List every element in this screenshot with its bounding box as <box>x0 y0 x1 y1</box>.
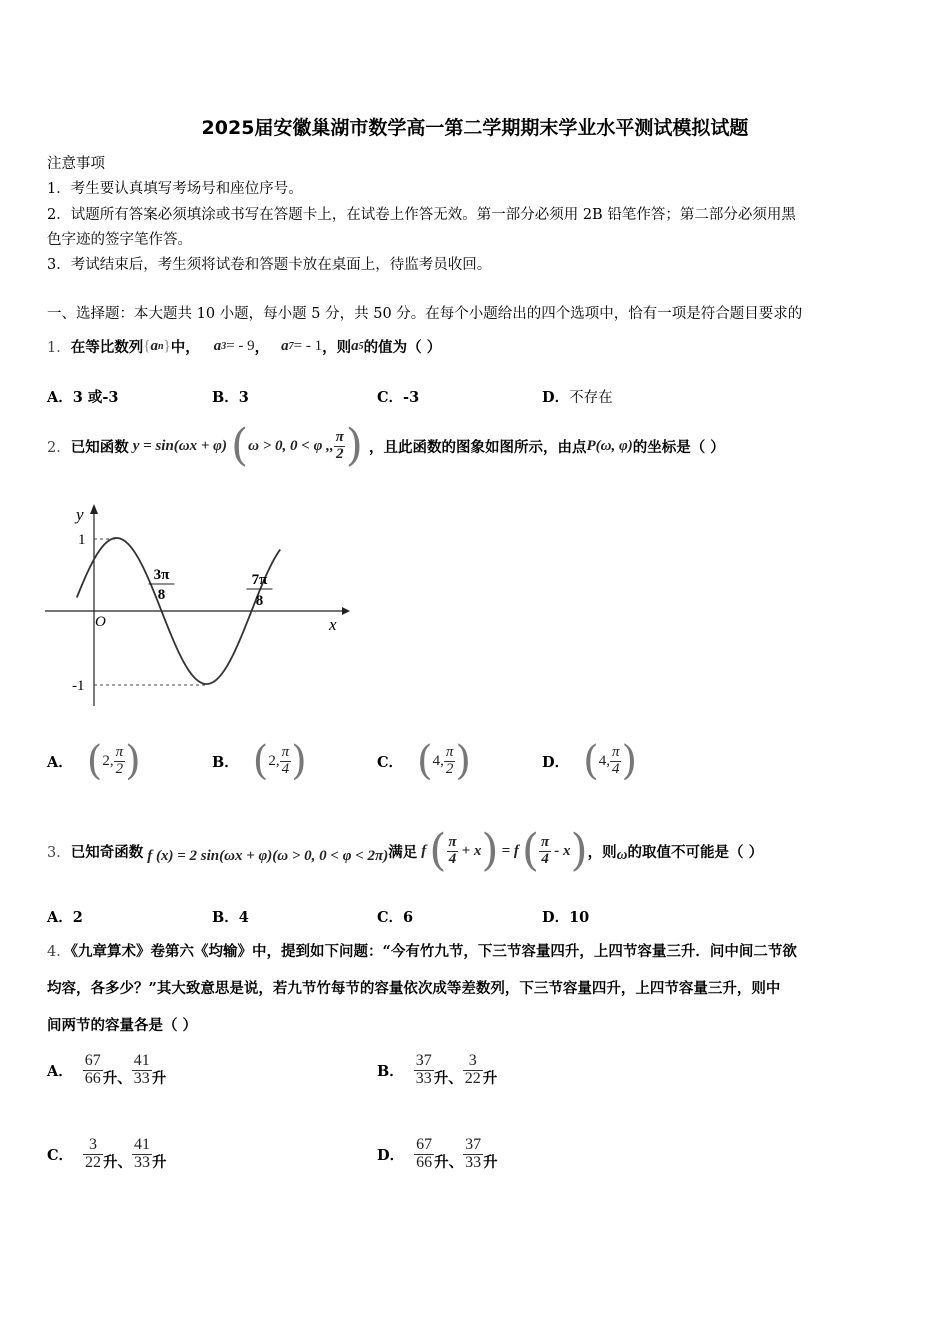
unit: 升 <box>434 1153 449 1171</box>
option-text: -3 <box>403 389 420 406</box>
notice-item: 3．考试结束后，考生须将试卷和答题卡放在桌面上，待监考员收回。 <box>47 257 492 273</box>
option-value: 2, <box>268 752 280 769</box>
omega-symbol: ω <box>616 846 628 863</box>
notice-heading: 注意事项 <box>47 156 105 172</box>
option-label: C． <box>47 1146 74 1164</box>
term-value: = - 1 <box>293 337 323 354</box>
option-d[interactable] <box>542 906 589 927</box>
unit: 升 <box>482 1069 498 1087</box>
denominator: 2 <box>445 760 454 777</box>
denominator: 2 <box>335 445 344 462</box>
x-axis-arrow-icon <box>342 607 350 615</box>
x-axis-label: x <box>329 615 337 634</box>
denominator: 33 <box>465 1153 482 1171</box>
question-text: 《九章算术》卷第六《均输》中，提到如下问题：“今有竹九节，下三节容量四升，上四节容量三升．问中间二节欲 <box>70 943 797 960</box>
numerator: π <box>335 428 344 445</box>
numerator: π <box>115 743 124 760</box>
numerator: π <box>445 743 454 760</box>
numerator: 67 <box>84 1051 101 1069</box>
point-expression: P(ω, φ) <box>586 437 633 454</box>
option-text: 不存在 <box>569 390 613 406</box>
option-d[interactable]: D． ( 4, $\frac{\pi}{4}$ ) <box>542 738 638 784</box>
option-b[interactable]: B． ( 2, $\frac{\pi}{4}$ ) <box>212 738 307 784</box>
denominator: 66 <box>84 1069 101 1087</box>
option-c[interactable]: C． ( 4, $\frac{\pi}{2}$ ) <box>377 738 472 784</box>
numerator: 41 <box>133 1051 150 1069</box>
question-number: 4． <box>47 944 71 960</box>
option-label: B． <box>377 1062 404 1080</box>
option-c[interactable] <box>47 1130 167 1178</box>
notice-item: 色字迹的签字笔作答。 <box>47 232 192 248</box>
denominator: 4 <box>281 760 290 777</box>
question-number: 2． <box>47 439 71 456</box>
question-text: ，则 <box>587 843 617 861</box>
question-text: 间两节的容量各是（ ） <box>47 1017 198 1034</box>
denominator: 4 <box>611 760 620 777</box>
unit: 升 <box>151 1069 167 1087</box>
numerator: π <box>611 743 620 760</box>
numerator: 3 <box>468 1051 477 1069</box>
numerator: 3 <box>89 1135 98 1153</box>
option-b[interactable] <box>212 906 249 927</box>
unit: 升 <box>433 1069 449 1087</box>
annotation-numerator: 3π <box>153 567 170 583</box>
function-graph <box>40 498 350 713</box>
denominator: 33 <box>415 1069 432 1087</box>
question-text: 已知奇函数 <box>70 843 144 861</box>
term-a5: a <box>351 337 359 354</box>
option-label: A． <box>47 1062 73 1080</box>
term-a3: a <box>213 337 222 354</box>
numerator: π <box>281 743 290 760</box>
question-3: 3． 已知奇函数 f (x) = 2 sin(ωx + φ)(ω > 0, 0 < φ < 2π) 满足 f ( $\frac{\pi}{4}$ + x ) = f ( $\frac{\pi}{4}$ - x ) ，则 ω 的取值不可能是（ ） <box>47 825 764 876</box>
term-value: = - 9 <box>226 337 255 354</box>
option-label: D． <box>542 389 570 406</box>
option-label: D． <box>542 909 570 926</box>
option-label: A． <box>47 389 73 406</box>
notice-item: 2．试题所有答案必须填涂或书写在答题卡上，在试卷上作答无效。第一部分必须用 2B 铅笔作答；第二部分必须用黑 <box>47 207 796 223</box>
question-text: 中， <box>170 338 200 356</box>
y-tick-label: -1 <box>72 678 85 694</box>
question-2: 2． 已知函数 y = sin(ωx + φ) ( ω > 0, 0 < φ ,, $\frac{\pi}{2}$ ) ，且此函数的图象如图所示，由点 P(ω, φ) 的坐标是（ ） <box>47 420 725 471</box>
section-heading: 一、选择题：本大题共 10 小题，每小题 5 分，共 50 分。在每个小题给出的四个选项中，恰有一项是符合题目要求的 <box>47 306 803 322</box>
unit: 升 <box>102 1069 118 1087</box>
option-label: B． <box>212 389 239 406</box>
option-a[interactable] <box>47 386 119 407</box>
option-a[interactable] <box>47 906 83 927</box>
option-text: 3 <box>238 389 249 406</box>
question-text: 已知函数 <box>70 438 129 456</box>
question-number: 1． <box>47 339 71 356</box>
denominator: 33 <box>134 1153 151 1171</box>
unit: 升 <box>152 1153 167 1171</box>
option-text: 10 <box>569 909 590 926</box>
y-axis-label: y <box>76 505 84 524</box>
numerator: 67 <box>416 1135 433 1153</box>
option-d[interactable] <box>542 386 613 407</box>
option-text: 3 或-3 <box>72 389 119 406</box>
option-label: A． <box>47 753 73 771</box>
option-label: C． <box>377 753 404 771</box>
question-text: ， <box>254 338 270 356</box>
subscript: 3 <box>221 340 227 352</box>
numerator: π <box>541 833 550 850</box>
option-text: 4 <box>238 909 249 926</box>
question-1: 1． 在等比数列 { a n } 中， a 3 = - 9 ， a 7 = - 1 ，则 a 5 的值为（ ） <box>47 337 442 356</box>
numerator: 41 <box>134 1135 151 1153</box>
math-term: = f <box>501 842 519 859</box>
option-label: D． <box>377 1146 405 1164</box>
denominator: 4 <box>541 850 549 867</box>
option-label: C． <box>377 389 404 406</box>
option-label: A． <box>47 909 73 926</box>
subscript: 5 <box>358 340 364 352</box>
separator: 、 <box>117 1153 133 1171</box>
numerator: π <box>448 833 457 850</box>
math-term: + x <box>461 842 482 859</box>
separator: 、 <box>448 1069 463 1087</box>
unit: 升 <box>103 1153 118 1171</box>
option-a[interactable]: A． ( 2, $\frac{\pi}{2}$ ) <box>47 738 141 784</box>
term-a7: a <box>281 337 289 354</box>
separator: 、 <box>117 1069 132 1087</box>
function-condition: ω > 0, 0 < φ ,, <box>248 437 334 454</box>
origin-label: O <box>95 614 106 630</box>
math-term: - x <box>554 842 571 859</box>
annotation-denominator: 8 <box>255 593 264 609</box>
option-b[interactable] <box>212 386 249 407</box>
option-label: B． <box>212 753 239 771</box>
question-text: 满足 <box>388 843 418 861</box>
denominator: 22 <box>464 1069 481 1087</box>
question-text: 的取值不可能是（ ） <box>627 843 764 861</box>
annotation-numerator: 7π <box>251 572 268 588</box>
denominator: 22 <box>85 1153 102 1171</box>
separator: 、 <box>448 1153 464 1171</box>
option-text: 2 <box>72 909 83 926</box>
y-axis-arrow-icon <box>90 504 98 514</box>
option-d[interactable] <box>377 1130 498 1178</box>
denominator: 33 <box>133 1069 150 1087</box>
question-text: 的坐标是（ ） <box>632 438 725 456</box>
question-text: ，且此函数的图象如图所示，由点 <box>368 438 587 456</box>
option-b[interactable] <box>377 1046 497 1094</box>
option-value: 4, <box>598 752 610 769</box>
denominator: 66 <box>416 1153 433 1171</box>
notice-item: 1．考生要认真填写考场号和座位序号。 <box>47 181 303 197</box>
subscript: 7 <box>288 340 294 352</box>
fraction <box>334 430 346 463</box>
question-number: 3． <box>47 844 71 861</box>
denominator: 4 <box>448 850 457 867</box>
option-label: D． <box>542 753 570 771</box>
option-label: B． <box>212 909 239 926</box>
unit: 升 <box>483 1153 498 1171</box>
denominator: 2 <box>115 760 124 777</box>
question-text: ，则 <box>322 338 352 356</box>
option-value: 2, <box>102 752 114 769</box>
option-c[interactable] <box>377 906 413 927</box>
function-expression: f (x) = 2 sin(ωx + φ)(ω > 0, 0 < φ < 2π) <box>147 847 389 864</box>
function-symbol: f <box>421 842 427 859</box>
question-text: 均容，各多少？”其大致意思是说，若九节竹每节的容量依次成等差数列，下三节容量四升，上四节容量三升，则中 <box>47 980 781 997</box>
option-label: C． <box>377 909 404 926</box>
numerator: 37 <box>465 1135 482 1153</box>
annotation-denominator: 8 <box>157 587 166 603</box>
option-text: 6 <box>403 909 414 926</box>
function-expression: y = sin(ωx + φ) <box>132 437 227 454</box>
sequence-symbol: a <box>150 337 158 354</box>
option-a[interactable] <box>47 1046 166 1094</box>
page-title: 2025届安徽巢湖市数学高一第二学期期末学业水平测试模拟试题 <box>201 117 749 139</box>
option-c[interactable] <box>377 386 419 407</box>
subscript: n <box>157 340 164 352</box>
question-text: 在等比数列 <box>70 338 144 356</box>
numerator: 37 <box>415 1051 432 1069</box>
question-text: 的值为（ ） <box>363 338 442 356</box>
y-tick-label: 1 <box>78 532 86 548</box>
option-value: 4, <box>432 752 444 769</box>
question-4 <box>47 940 797 961</box>
